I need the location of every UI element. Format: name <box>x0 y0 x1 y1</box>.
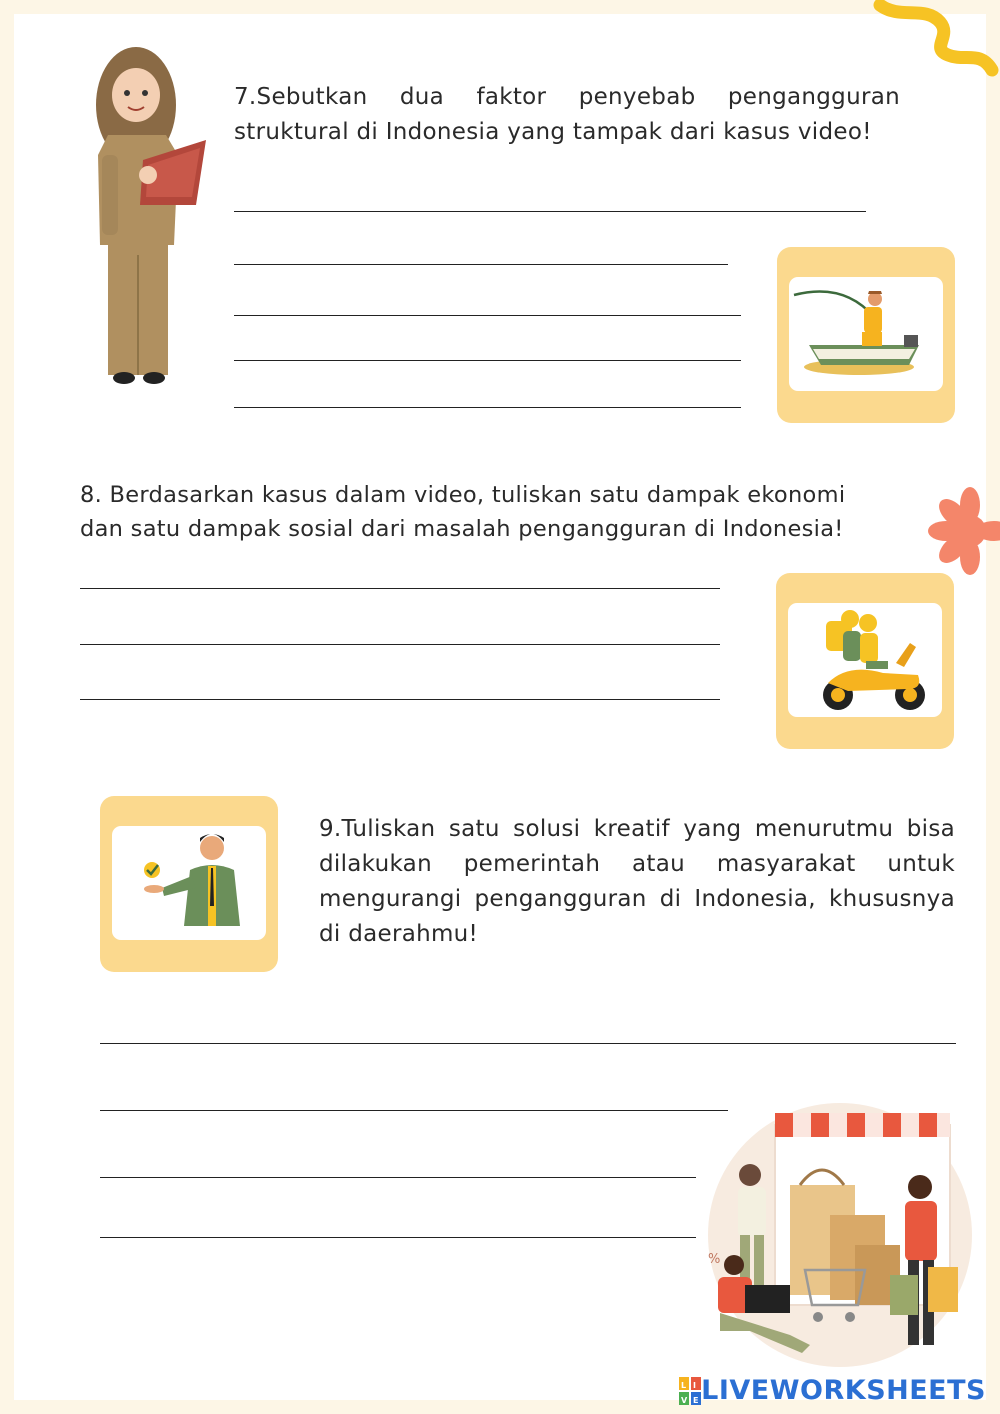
fisherman-frame <box>777 247 955 423</box>
svg-text:I: I <box>693 1380 697 1390</box>
svg-text:E: E <box>693 1395 700 1405</box>
svg-text:V: V <box>681 1395 688 1405</box>
question-7-text: 7.Sebutkan dua faktor penyebab pengangguran struktural di Indonesia yang tampak dari kasus video! <box>234 84 900 145</box>
svg-text:L: L <box>681 1380 687 1390</box>
squiggle-decoration-icon <box>870 0 1000 80</box>
answer-line-7-4[interactable] <box>234 360 741 361</box>
svg-text:%: % <box>708 1252 721 1267</box>
answer-line-8-3[interactable] <box>80 699 720 700</box>
answer-line-7-2[interactable] <box>234 264 728 265</box>
answer-line-9-1[interactable] <box>100 1043 956 1044</box>
question-8-line-2: dan satu dampak sosial dari masalah pengangguran di Indonesia! <box>80 516 844 542</box>
fisherman-illustration-icon <box>789 277 943 391</box>
liveworksheets-logo-text: LIVEWORKSHEETS <box>701 1375 986 1406</box>
presenter-illustration-icon <box>112 826 266 940</box>
answer-line-8-1[interactable] <box>80 588 720 589</box>
delivery-rider-illustration-icon <box>788 603 942 717</box>
answer-line-9-2[interactable] <box>100 1110 728 1111</box>
question-8-line-1: 8. Berdasarkan kasus dalam video, tuliskan satu dampak ekonomi <box>80 482 846 508</box>
answer-line-9-4[interactable] <box>100 1237 696 1238</box>
liveworksheets-mark-icon <box>679 1377 701 1405</box>
shopping-street-illustration-icon <box>690 1095 980 1375</box>
liveworksheets-logo <box>679 1375 986 1406</box>
presenter-frame <box>100 796 278 972</box>
answer-line-7-5[interactable] <box>234 407 741 408</box>
answer-line-8-2[interactable] <box>80 644 720 645</box>
answer-line-9-3[interactable] <box>100 1177 696 1178</box>
teacher-illustration-icon <box>78 45 218 390</box>
answer-line-7-1[interactable] <box>234 211 866 212</box>
delivery-rider-frame <box>776 573 954 749</box>
answer-line-7-3[interactable] <box>234 315 741 316</box>
question-9-text: 9.Tuliskan satu solusi kreatif yang menurutmu bisa dilakukan pemerintah atau masyarakat untuk mengurangi pengangguran di Indonesia, khususnya di daerahmu! <box>319 816 955 947</box>
